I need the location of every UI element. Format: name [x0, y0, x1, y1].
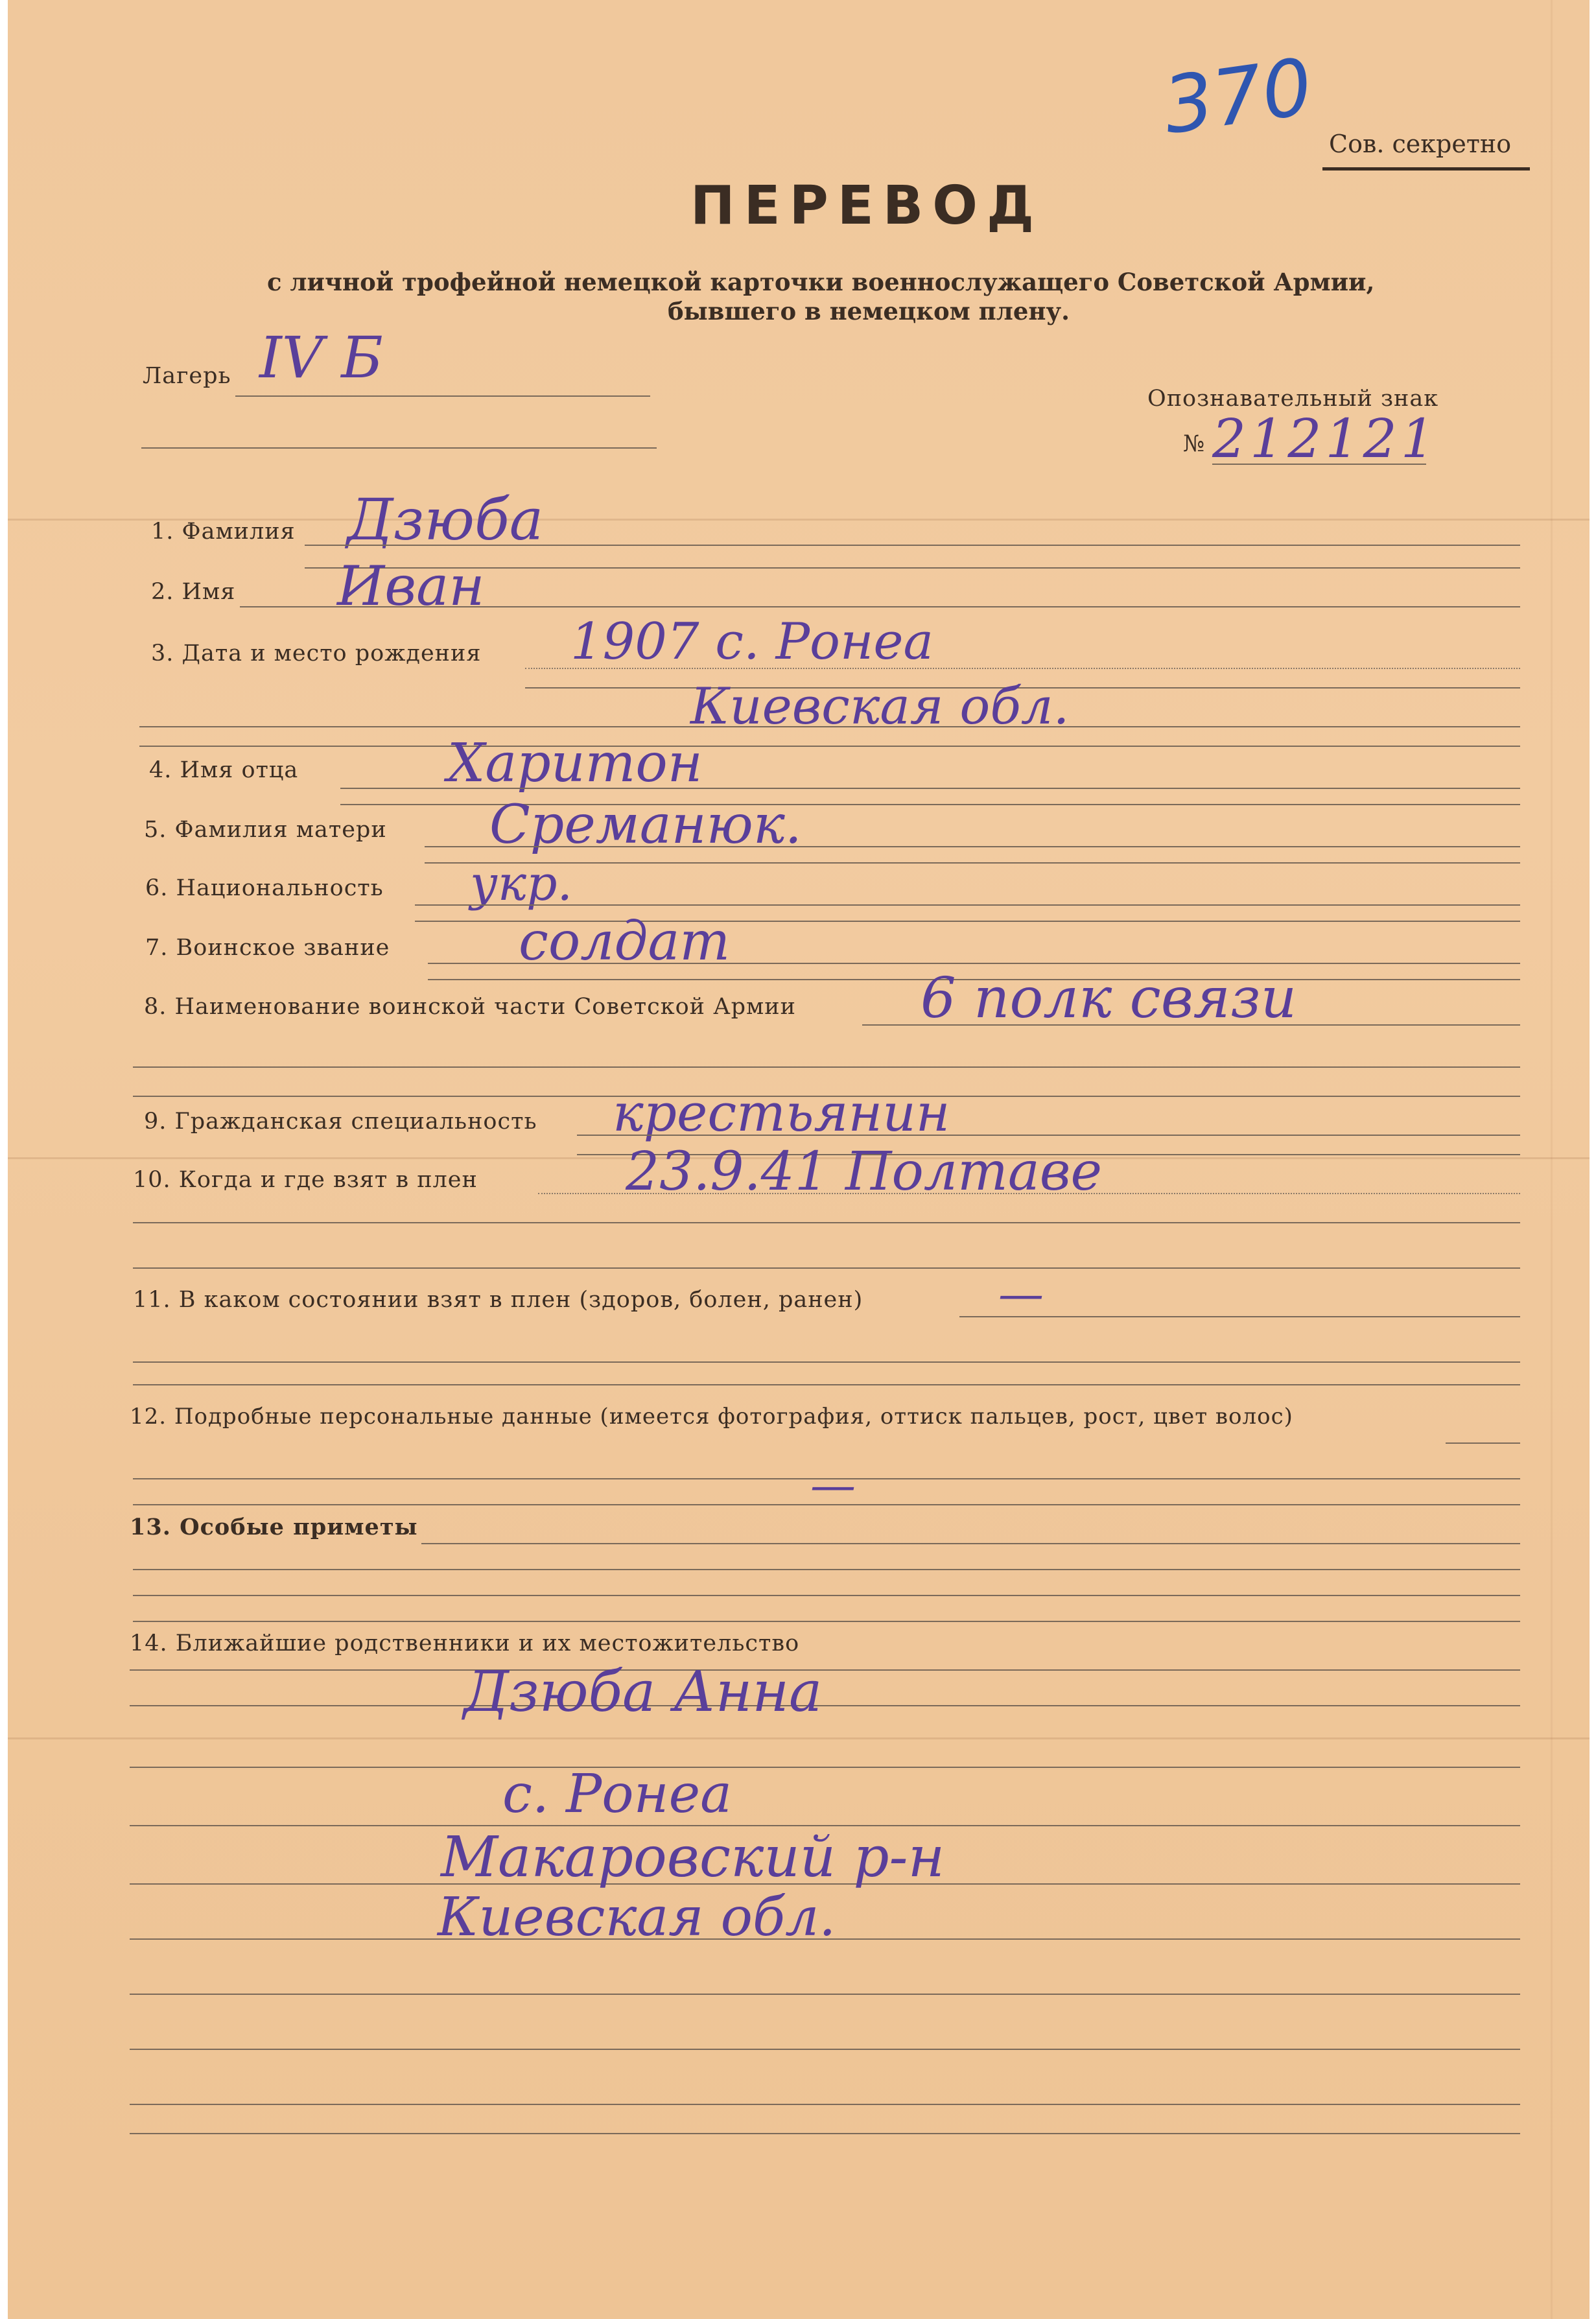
relative-region: Киевская обл. [438, 1887, 836, 1948]
field-label-5: 5. Фамилия матери [144, 817, 387, 843]
field-value-5: Среманюк. [489, 794, 802, 856]
subtitle-line-1: с личной трофейной немецкой карточки военнослужащего Советской Армии, [267, 268, 1375, 296]
field-label-3: 3. Дата и место рождения [151, 641, 482, 666]
field-label-4: 4. Имя отца [149, 757, 299, 783]
camp-value: IV Б [259, 324, 383, 391]
page-title: ПЕРЕВОД [690, 175, 1043, 237]
field-value-2: Иван [337, 554, 485, 618]
id-no-prefix: № [1183, 431, 1206, 457]
field-label-9: 9. Гражданская специальность [144, 1109, 537, 1135]
field-label-8: 8. Наименование воинской части Советской Армии [144, 994, 796, 1020]
field-value-12: — [810, 1459, 856, 1512]
field-value-10: 23.9.41 Полтаве [626, 1141, 1103, 1203]
field-value-1: Дзюба [347, 486, 544, 553]
relative-name: Дзюба Анна [464, 1660, 823, 1725]
field-value-7: солдат [519, 911, 731, 972]
field-label-13: 13. Особые приметы [130, 1514, 418, 1540]
field-label-2: 2. Имя [151, 579, 236, 605]
field-value-3-line-2: Киевская обл. [690, 677, 1070, 736]
field-value-8: 6 полк связи [921, 966, 1297, 1031]
archive-number: 370 [1158, 41, 1318, 152]
relative-district: Макаровский р-н [441, 1825, 945, 1890]
field-value-3: 1907 с. Ронеа [570, 613, 934, 671]
field-label-12: 12. Подробные персональные данные (имеется фотография, оттиск пальцев, рост, цвет волос) [130, 1404, 1293, 1430]
field-label-10: 10. Когда и где взят в плен [133, 1167, 478, 1193]
field-value-6: укр. [470, 856, 573, 912]
field-label-6: 6. Национальность [145, 875, 384, 901]
field-value-11: — [998, 1267, 1044, 1321]
classification-mark: Сов. секретно [1329, 130, 1512, 158]
relative-village: с. Ронеа [502, 1763, 733, 1825]
subtitle-line-2: бывшего в немецком плену. [668, 297, 1070, 325]
field-label-7: 7. Воинское звание [145, 935, 390, 961]
field-label-1: 1. Фамилия [151, 519, 296, 545]
camp-label: Лагерь [143, 363, 231, 389]
id-tag-label: Опознавательный знак [1147, 386, 1439, 412]
field-label-11: 11. В каком состоянии взят в плен (здоров, болен, ранен) [133, 1287, 863, 1313]
field-value-4: Харитон [447, 733, 703, 794]
field-value-9: крестьянин [613, 1083, 950, 1143]
id-tag-value: 212121 [1212, 408, 1439, 470]
field-label-14: 14. Ближайшие родственники и их местожительство [130, 1630, 800, 1656]
